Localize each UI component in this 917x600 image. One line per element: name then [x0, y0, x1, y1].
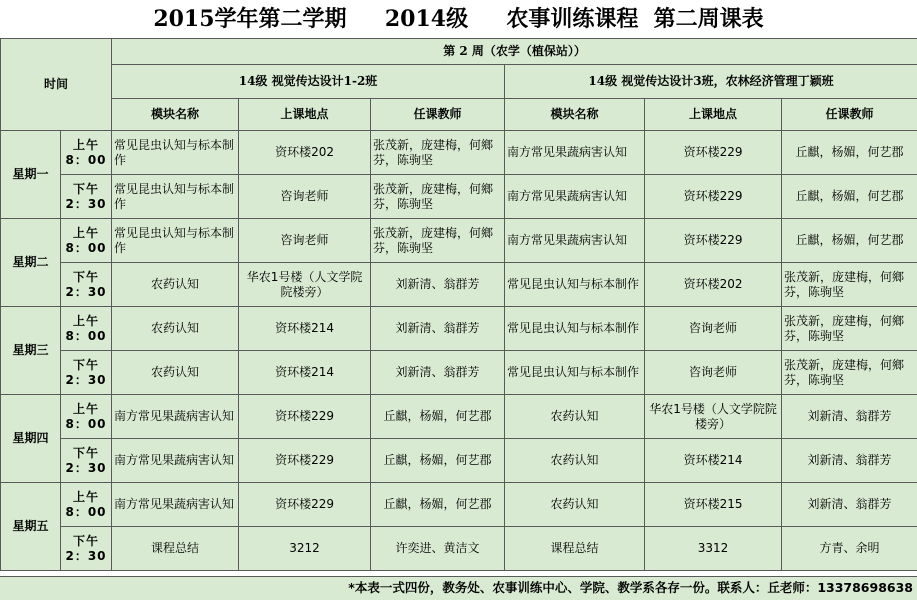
time-slot: 下午 2：30 [61, 263, 112, 307]
time-slot: 下午 2：30 [61, 175, 112, 219]
location-cell-a: 资环楼229 [239, 395, 371, 439]
day-label: 星期四 [1, 395, 61, 483]
class-a-header: 14级 视觉传达设计1-2班 [112, 65, 505, 99]
module-cell-a: 南方常见果蔬病害认知 [112, 439, 239, 483]
teacher-cell-a: 许奕进、黄洁文 [371, 527, 505, 571]
module-cell-a: 常见昆虫认知与标本制作 [112, 219, 239, 263]
location-cell-a: 资环楼214 [239, 307, 371, 351]
location-cell-b: 华农1号楼（人文学院院楼旁） [645, 395, 782, 439]
location-cell-b: 资环楼202 [645, 263, 782, 307]
location-cell-b: 咨询老师 [645, 307, 782, 351]
location-cell-a: 咨询老师 [239, 175, 371, 219]
location-cell-b: 咨询老师 [645, 351, 782, 395]
teacher-cell-a: 丘麒，杨媚，何艺郡 [371, 395, 505, 439]
teacher-cell-a: 张茂新，庞建梅，何鄉芬，陈驹坚 [371, 219, 505, 263]
footer-note: *本表一式四份，教务处、农事训练中心、学院、教学系各存一份。联系人：丘老师：13378698638 [0, 576, 917, 600]
table-row [1, 263, 917, 307]
module-cell-a: 常见昆虫认知与标本制作 [112, 131, 239, 175]
teacher-cell-b: 丘麒，杨媚，何艺郡 [782, 175, 917, 219]
week-header: 第 2 周（农学（植保站）） [112, 39, 917, 65]
location-cell-b: 资环楼229 [645, 219, 782, 263]
module-cell-a: 南方常见果蔬病害认知 [112, 483, 239, 527]
module-cell-a: 南方常见果蔬病害认知 [112, 395, 239, 439]
teacher-cell-a: 丘麒，杨媚，何艺郡 [371, 439, 505, 483]
location-cell-b: 3312 [645, 527, 782, 571]
table-row [1, 527, 917, 571]
teacher-cell-b: 刘新清、翁群芳 [782, 483, 917, 527]
location-cell-b: 资环楼214 [645, 439, 782, 483]
table-row [1, 439, 917, 483]
teacher-cell-b: 丘麒，杨媚，何艺郡 [782, 131, 917, 175]
col-module-b: 模块名称 [505, 99, 645, 131]
day-label: 星期三 [1, 307, 61, 395]
location-cell-b: 资环楼215 [645, 483, 782, 527]
time-slot: 下午 2：30 [61, 527, 112, 571]
teacher-cell-a: 刘新清、翁群芳 [371, 351, 505, 395]
location-cell-b: 资环楼229 [645, 131, 782, 175]
location-cell-a: 华农1号楼（人文学院院楼旁） [239, 263, 371, 307]
teacher-cell-b: 张茂新，庞建梅，何鄉芬，陈驹坚 [782, 351, 917, 395]
day-label: 星期一 [1, 131, 61, 219]
module-cell-a: 常见昆虫认知与标本制作 [112, 175, 239, 219]
module-cell-a: 农药认知 [112, 307, 239, 351]
module-cell-a: 农药认知 [112, 263, 239, 307]
location-cell-a: 资环楼202 [239, 131, 371, 175]
module-cell-b: 常见昆虫认知与标本制作 [505, 263, 645, 307]
module-cell-a: 课程总结 [112, 527, 239, 571]
time-slot: 下午 2：30 [61, 351, 112, 395]
time-slot: 上午 8：00 [61, 219, 112, 263]
module-cell-b: 南方常见果蔬病害认知 [505, 175, 645, 219]
time-header: 时间 [1, 39, 112, 131]
time-slot: 上午 8：00 [61, 483, 112, 527]
module-cell-b: 农药认知 [505, 439, 645, 483]
table-row [1, 219, 917, 263]
location-cell-a: 资环楼214 [239, 351, 371, 395]
teacher-cell-a: 刘新清、翁群芳 [371, 307, 505, 351]
day-label: 星期五 [1, 483, 61, 571]
schedule-table [0, 38, 917, 571]
teacher-cell-b: 张茂新，庞建梅，何鄉芬，陈驹坚 [782, 307, 917, 351]
module-cell-b: 农药认知 [505, 395, 645, 439]
module-cell-b: 南方常见果蔬病害认知 [505, 131, 645, 175]
module-cell-b: 课程总结 [505, 527, 645, 571]
teacher-cell-b: 丘麒，杨媚，何艺郡 [782, 219, 917, 263]
table-row [1, 483, 917, 527]
table-row [1, 131, 917, 175]
day-label: 星期二 [1, 219, 61, 307]
time-slot: 下午 2：30 [61, 439, 112, 483]
teacher-cell-b: 刘新清、翁群芳 [782, 395, 917, 439]
location-cell-b: 资环楼229 [645, 175, 782, 219]
class-b-header: 14级 视觉传达设计3班，农林经济管理丁颖班 [505, 65, 917, 99]
teacher-cell-b: 刘新清、翁群芳 [782, 439, 917, 483]
module-cell-b: 常见昆虫认知与标本制作 [505, 351, 645, 395]
location-cell-a: 咨询老师 [239, 219, 371, 263]
teacher-cell-a: 张茂新，庞建梅，何鄉芬，陈驹坚 [371, 131, 505, 175]
page-title: 2015学年第二学期 2014级 农事训练课程 第二周课表 [0, 0, 917, 38]
time-slot: 上午 8：00 [61, 131, 112, 175]
table-row [1, 395, 917, 439]
table-row [1, 307, 917, 351]
module-cell-b: 南方常见果蔬病害认知 [505, 219, 645, 263]
module-cell-b: 常见昆虫认知与标本制作 [505, 307, 645, 351]
teacher-cell-a: 丘麒，杨媚，何艺郡 [371, 483, 505, 527]
table-row [1, 351, 917, 395]
module-cell-b: 农药认知 [505, 483, 645, 527]
col-location-b: 上课地点 [645, 99, 782, 131]
table-row [1, 175, 917, 219]
time-slot: 上午 8：00 [61, 307, 112, 351]
module-cell-a: 农药认知 [112, 351, 239, 395]
teacher-cell-b: 方青、余明 [782, 527, 917, 571]
location-cell-a: 3212 [239, 527, 371, 571]
col-teacher-a: 任课教师 [371, 99, 505, 131]
col-location-a: 上课地点 [239, 99, 371, 131]
time-slot: 上午 8：00 [61, 395, 112, 439]
col-module-a: 模块名称 [112, 99, 239, 131]
location-cell-a: 资环楼229 [239, 483, 371, 527]
teacher-cell-a: 张茂新，庞建梅，何鄉芬，陈驹坚 [371, 175, 505, 219]
teacher-cell-a: 刘新清、翁群芳 [371, 263, 505, 307]
col-teacher-b: 任课教师 [782, 99, 917, 131]
location-cell-a: 资环楼229 [239, 439, 371, 483]
teacher-cell-b: 张茂新，庞建梅，何鄉芬，陈驹坚 [782, 263, 917, 307]
